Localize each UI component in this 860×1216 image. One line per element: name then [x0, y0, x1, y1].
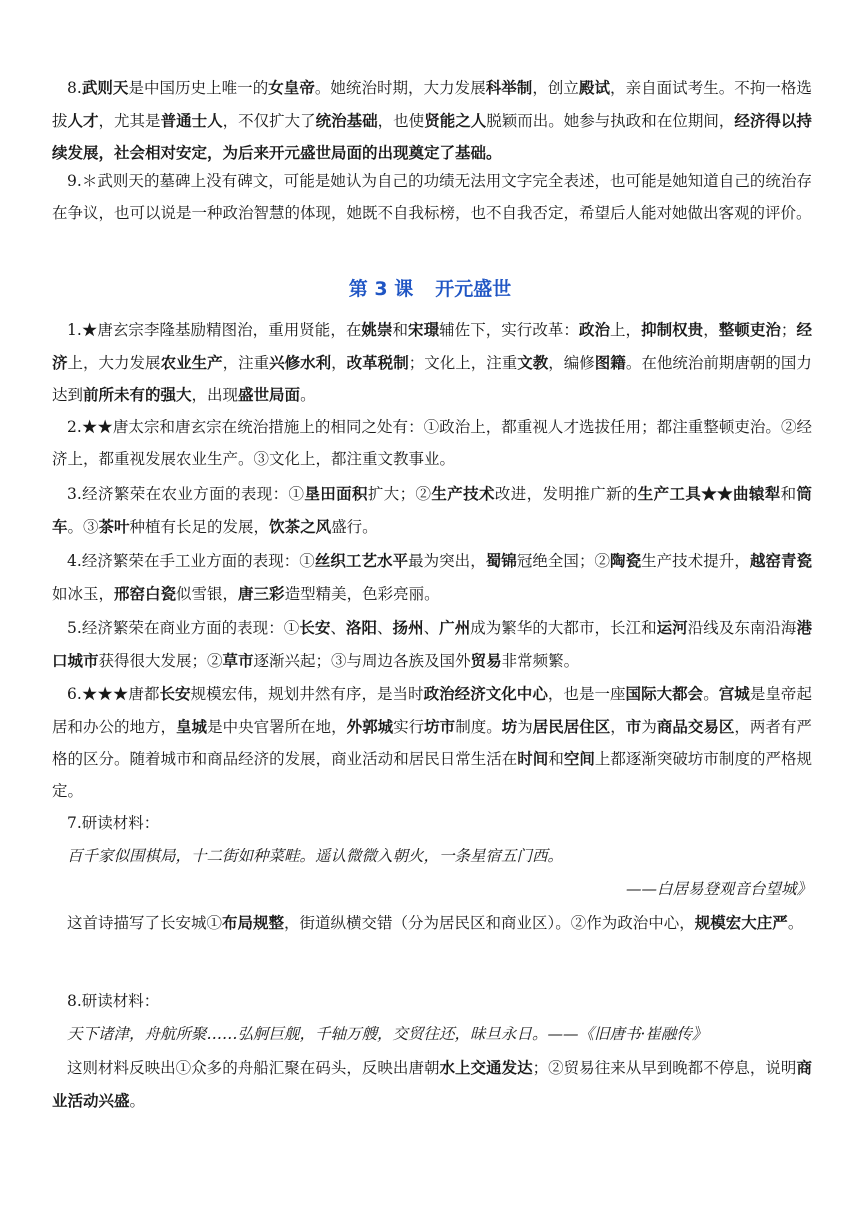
emphasized-text: 科举制 [485, 78, 533, 97]
emphasized-text: 皇城 [176, 716, 208, 736]
text-run: 2.★★唐太宗和唐玄宗在统治措施上的相同之处有：①政治上，都重视人才选拔任用；都注重整顿吏治。②经济上，都重视发展农业生产。③文化上，都注重文教事业。 [52, 418, 812, 468]
emphasized-text: 饮茶之风 [269, 516, 332, 536]
emphasized-text: 丝织工艺水平 [314, 551, 409, 570]
text-run: 和 [548, 750, 564, 768]
text-run: 。她统治时期，大力发展 [314, 79, 486, 97]
lesson-title [0, 274, 860, 304]
text-run: ，编修 [548, 353, 595, 372]
text-run: 5.经济繁荣在商业方面的表现：① [67, 619, 300, 637]
emphasized-text: 广州 [439, 618, 471, 637]
text-run: 最为突出， [408, 552, 486, 570]
emphasized-text: 港口城市 [52, 618, 812, 670]
emphasized-text: 姚崇 [361, 320, 393, 339]
text-run: 为 [641, 717, 657, 736]
text-run: 实行 [393, 717, 425, 736]
text-run: ，创立 [532, 79, 579, 97]
text-run: 为 [517, 717, 533, 736]
emphasized-text: 统治基础 [315, 110, 378, 130]
emphasized-text: 坊 [501, 716, 518, 736]
question-3-agriculture [52, 478, 812, 543]
text-run: ，出现 [191, 386, 239, 404]
question-8-quote: 天下诸津，舟航所聚……弘舸巨舰，千轴万艘，交贸往还，昧旦永日。——《旧唐书·崔融传》 [67, 1025, 708, 1043]
emphasized-text: 外郭城 [346, 716, 394, 736]
text-run: ，尤其是 [98, 111, 161, 130]
text-run: 非常频繁。 [501, 651, 580, 670]
question-5-commerce [52, 612, 812, 677]
text-run: 3.经济繁荣在农业方面的表现：① [67, 485, 305, 503]
text-run: 如冰玉， [52, 584, 115, 603]
emphasized-text: 越窑青瓷 [749, 551, 812, 570]
emphasized-text: 殿试 [578, 78, 611, 97]
text-run: 造型精美，色彩亮丽。 [284, 584, 440, 603]
emphasized-text: 布局规整 [222, 913, 285, 932]
question-8-answer [52, 1052, 812, 1117]
question-8-heading: 8.研读材料： [67, 992, 160, 1010]
emphasized-text: 扬州 [392, 618, 424, 637]
text-run: ，也是一座 [547, 685, 626, 703]
text-run: 上都逐渐突破坊市制度的严格规定。 [52, 750, 812, 800]
text-run: ，两者有严格的区分。随着城市和商品经济的发展，商业活动和居民日常生活在 [52, 717, 812, 768]
text-run: 。 [703, 685, 719, 703]
emphasized-text: 政治经济文化中心 [423, 684, 548, 703]
text-run: ；②贸易往来从早到晚都不停息，说明 [532, 1059, 797, 1077]
text-run: 。③ [67, 517, 99, 536]
text-run: 生产技术提升， [641, 552, 750, 570]
text-run: 8. [67, 79, 82, 97]
text-run: ，街道纵横交错（分为居民区和商业区）。②作为政治中心， [284, 914, 695, 932]
emphasized-text: 武则天 [81, 78, 129, 97]
emphasized-text: 洛阳 [345, 618, 377, 637]
emphasized-text: 盛世局面 [238, 385, 301, 404]
emphasized-text: 水上交通发达 [439, 1058, 533, 1077]
text-run: 1.★唐玄宗李隆基励精图治，重用贤能，在 [67, 321, 362, 339]
text-run: 制度。 [455, 717, 502, 736]
emphasized-text: 人才 [67, 110, 99, 130]
text-run: 成为繁华的大都市，长江和 [470, 619, 657, 637]
emphasized-text: 兴修水利 [269, 352, 332, 372]
emphasized-text: 邢窑白瓷 [114, 583, 177, 603]
emphasized-text: 垦田面积 [304, 484, 368, 503]
text-run: 9.＊武则天的墓碑上没有碑文，可能是她认为自己的功绩无法用文字完全表述，也可能是她知道自己的统治存在争议，也可以说是一种政治智慧的体现，她既不自我标榜，也不自我否定，希望后人能对她做出客观的评价。 [52, 172, 812, 222]
emphasized-text: 规模宏大庄严 [694, 913, 788, 932]
text-run: 这首诗描写了长安城① [67, 914, 223, 932]
question-2-comparison [52, 412, 812, 475]
text-run: 逐渐兴起；③与周边各族及国外 [253, 651, 471, 670]
text-run: 、 [376, 619, 393, 637]
emphasized-text: 贤能之人 [424, 110, 487, 130]
text-run: 冠绝全国；② [516, 552, 611, 570]
text-run: ； [780, 321, 797, 339]
text-run: 沿线及东南沿海 [687, 619, 797, 637]
text-run: 规模宏伟，规划井然有序，是当时 [190, 685, 424, 703]
emphasized-text: 长安 [299, 618, 331, 637]
emphasized-text: 抑制权贵 [641, 320, 704, 339]
text-run: 上，大力发展 [67, 353, 161, 372]
emphasized-text: 草市 [222, 650, 254, 670]
text-run: 盛行。 [331, 517, 378, 536]
emphasized-text: 运河 [656, 618, 688, 637]
emphasized-text: 国际大都会 [625, 684, 704, 703]
emphasized-text: 贸易 [470, 650, 502, 670]
emphasized-text: 改革税制 [346, 352, 409, 372]
text-run: 。 [787, 914, 804, 932]
emphasized-text: 普通士人 [160, 110, 223, 130]
lesson-number: 第 3 课 [348, 278, 414, 300]
text-run: ， [703, 321, 719, 339]
text-run: 和 [780, 485, 797, 503]
question-7-answer [52, 907, 812, 940]
emphasized-text: 宋璟 [408, 320, 440, 339]
emphasized-text: 女皇帝 [268, 78, 315, 97]
text-run: 是皇帝起居和办公的地方， [52, 685, 812, 736]
emphasized-text: 文教 [517, 352, 549, 372]
paragraph-8-wu-zetian [52, 72, 812, 170]
text-run: 获得很大发展；② [98, 651, 223, 670]
text-run: ，也使 [377, 111, 425, 130]
text-run: ，不仅扩大了 [222, 111, 316, 130]
text-run: ，亲自面试考生。不拘一格选拔 [52, 79, 812, 130]
emphasized-text: 居民居住区 [532, 716, 611, 736]
text-run: 改进，发明推广新的 [494, 485, 638, 503]
emphasized-text: 唐三彩 [238, 583, 285, 603]
text-run: ，注重 [222, 353, 270, 372]
emphasized-text: 经济得以持续发展，社会相对安定，为后来开元盛世局面的出现奠定了基础。 [52, 110, 812, 162]
lesson-name: 开元盛世 [435, 278, 512, 300]
text-run: 4.经济繁荣在手工业方面的表现：① [67, 552, 315, 570]
emphasized-text: 商业活动兴盛 [52, 1058, 812, 1110]
emphasized-text: 筒车 [52, 484, 812, 536]
text-run: 、 [423, 619, 440, 637]
question-6-changan [52, 678, 812, 807]
question-7-poem: 百千家似围棋局，十二街如种菜畦。遥认微微入朝火，一条星宿五门西。 [67, 847, 564, 865]
text-run: 是中央官署所在地， [207, 717, 347, 736]
text-run: ；文化上，注重 [408, 353, 518, 372]
emphasized-text: 长安 [159, 684, 191, 703]
text-run: 辅佐下，实行改革： [439, 321, 579, 339]
emphasized-text: 茶叶 [98, 516, 130, 536]
question-4-handicraft [52, 545, 812, 610]
emphasized-text: 蜀锦 [485, 551, 517, 570]
emphasized-text: 空间 [563, 749, 595, 768]
emphasized-text: 坊市 [424, 716, 456, 736]
text-run: 。 [129, 1091, 146, 1110]
emphasized-text: 农业生产 [160, 352, 223, 372]
text-run: ， [610, 717, 626, 736]
question-7-source: ——白居易登观音台望城》 [625, 880, 812, 898]
text-run: 。在他统治前期唐朝的国力达到 [52, 353, 812, 404]
text-run: ， [331, 353, 347, 372]
text-run: 这则材料反映出①众多的舟船汇聚在码头，反映出唐朝 [67, 1059, 440, 1077]
emphasized-text: 市 [625, 716, 642, 736]
emphasized-text: 生产工具★★曲辕犁 [637, 484, 781, 503]
emphasized-text: 政治 [578, 320, 610, 339]
text-run: 。 [300, 386, 316, 404]
text-run: 、 [330, 619, 346, 637]
question-1-xuanzong-reform [52, 314, 812, 412]
emphasized-text: 宫城 [718, 684, 750, 703]
text-run: 是中国历史上唯一的 [128, 79, 269, 97]
text-run: 6.★★★唐都 [67, 685, 160, 703]
emphasized-text: 经济 [52, 320, 812, 372]
emphasized-text: 时间 [517, 749, 549, 768]
emphasized-text: 生产技术 [431, 484, 495, 503]
emphasized-text: 图籍 [594, 352, 626, 372]
emphasized-text: 整顿吏治 [718, 320, 781, 339]
question-7-heading: 7.研读材料： [67, 814, 160, 832]
text-run: 种植有长足的发展， [129, 517, 270, 536]
emphasized-text: 陶瓷 [610, 551, 642, 570]
paragraph-9-tomb-stele [52, 166, 812, 229]
emphasized-text: 商品交易区 [656, 716, 735, 736]
text-run: 似雪银， [176, 584, 239, 603]
text-run: 上， [610, 321, 642, 339]
text-run: 和 [392, 321, 409, 339]
text-run: 扩大；② [367, 485, 432, 503]
text-run: 脱颖而出。她参与执政和在位期间， [486, 111, 735, 130]
emphasized-text: 前所未有的强大 [83, 385, 192, 404]
